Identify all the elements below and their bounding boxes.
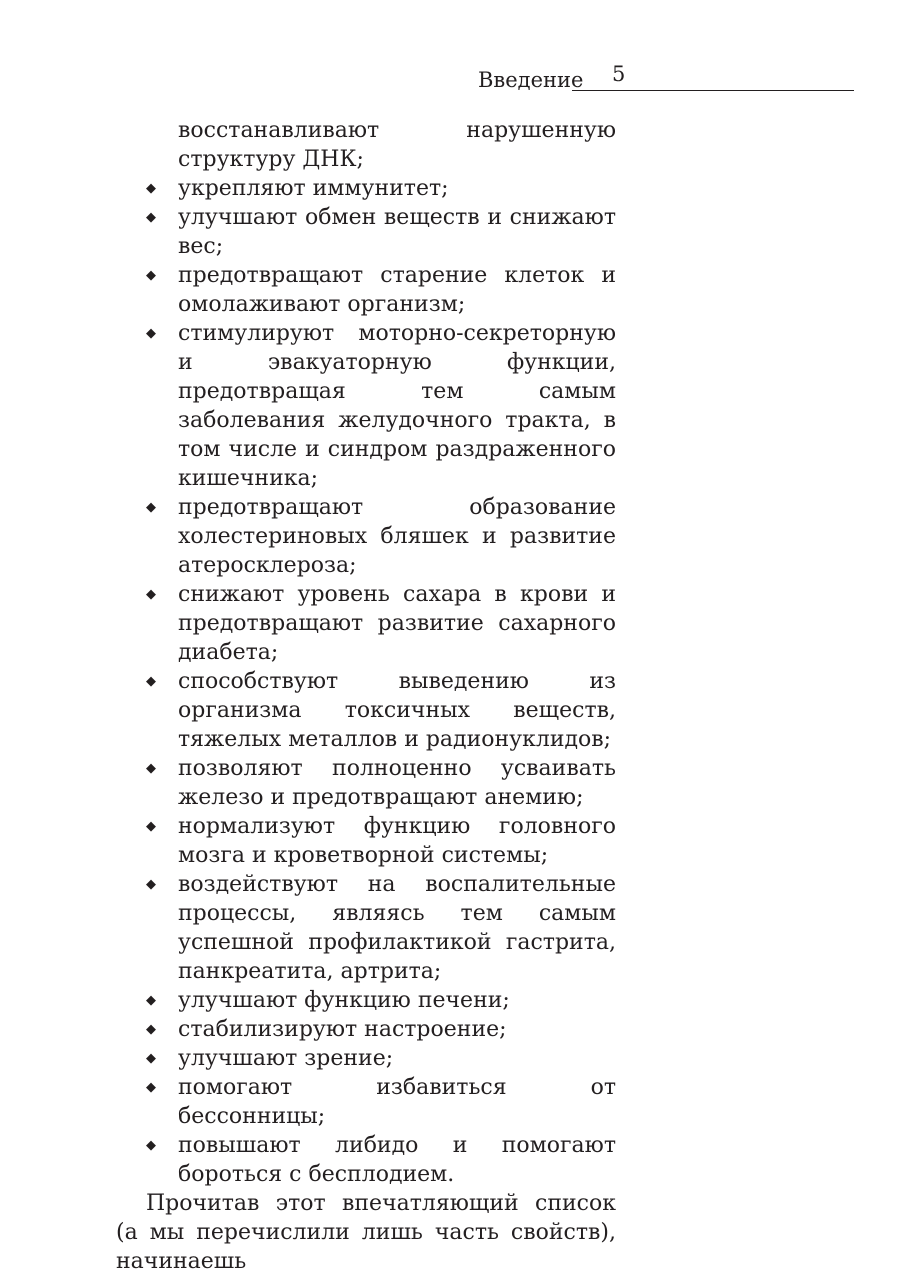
list-item: [116, 1073, 616, 1131]
list-item-text: укрепляют иммунитет;: [178, 176, 449, 201]
list-item: [116, 812, 616, 870]
list-item: [116, 203, 616, 261]
list-item: [116, 986, 616, 1015]
diamond-bullet-icon: ◆: [146, 587, 156, 602]
diamond-bullet-icon: ◆: [146, 326, 156, 341]
list-item: [116, 319, 616, 493]
list-item-text: улучшают зрение;: [178, 1046, 394, 1071]
list-item-text: способствуют выведению из организма токсичных веществ, тяжелых металлов и радионуклидов;: [178, 669, 616, 752]
list-item-text: нормализуют функцию головного мозга и кроветворной системы;: [178, 814, 616, 868]
diamond-bullet-icon: ◆: [146, 761, 156, 776]
diamond-bullet-icon: ◆: [146, 993, 156, 1008]
list-item: [116, 261, 616, 319]
list-item: [116, 1131, 616, 1189]
list-item-text: воздействуют на воспалительные процессы, являясь тем самым успешной профилактикой гастрита, панкреатита, артрита;: [178, 872, 616, 984]
closing-paragraph: Прочитав этот впечатляющий список (а мы перечислили лишь часть свойств), начинаешь: [116, 1191, 616, 1274]
diamond-bullet-icon: ◆: [146, 1138, 156, 1153]
benefits-list: [116, 116, 616, 1189]
list-item: [116, 1044, 616, 1073]
list-item: [116, 580, 616, 667]
list-item: [116, 174, 616, 203]
running-header: [478, 62, 854, 94]
section-title: Введение: [478, 68, 584, 92]
header-rule: [572, 90, 854, 91]
diamond-bullet-icon: ◆: [146, 877, 156, 892]
list-item-text: улучшают обмен веществ и снижают вес;: [178, 205, 616, 259]
list-item-text: стимулируют моторно-секреторную и эвакуаторную функции, предотвращая тем самым заболевания желудочного тракта, в том числе и синдром раздраженного кишечника;: [178, 321, 616, 491]
list-item-text: стабилизируют настроение;: [178, 1017, 507, 1042]
list-item: [116, 754, 616, 812]
list-item: [116, 667, 616, 754]
list-item-text: предотвращают образование холестериновых бляшек и развитие атеросклероза;: [178, 495, 616, 578]
list-item: [116, 1015, 616, 1044]
list-item-text: восстанавливают нарушенную структуру ДНК;: [178, 118, 616, 172]
diamond-bullet-icon: ◆: [146, 500, 156, 515]
diamond-bullet-icon: ◆: [146, 210, 156, 225]
diamond-bullet-icon: ◆: [146, 819, 156, 834]
list-item-text: повышают либидо и помогают бороться с бесплодием.: [178, 1133, 616, 1187]
diamond-bullet-icon: ◆: [146, 181, 156, 196]
list-item: [116, 493, 616, 580]
diamond-bullet-icon: ◆: [146, 1022, 156, 1037]
page-body: [116, 116, 616, 1276]
diamond-bullet-icon: ◆: [146, 1080, 156, 1095]
list-item-text: снижают уровень сахара в крови и предотвращают развитие сахарного диабета;: [178, 582, 616, 665]
list-item-text: позволяют полноценно усваивать железо и предотвращают анемию;: [178, 756, 616, 810]
list-item-text: улучшают функцию печени;: [178, 988, 510, 1013]
diamond-bullet-icon: ◆: [146, 1051, 156, 1066]
list-item-continuation: [116, 116, 616, 174]
page-number: 5: [612, 62, 626, 86]
diamond-bullet-icon: ◆: [146, 674, 156, 689]
list-item: [116, 870, 616, 986]
list-item-text: предотвращают старение клеток и омолаживают организм;: [178, 263, 616, 317]
diamond-bullet-icon: ◆: [146, 268, 156, 283]
list-item-text: помогают избавиться от бессонницы;: [178, 1075, 616, 1129]
